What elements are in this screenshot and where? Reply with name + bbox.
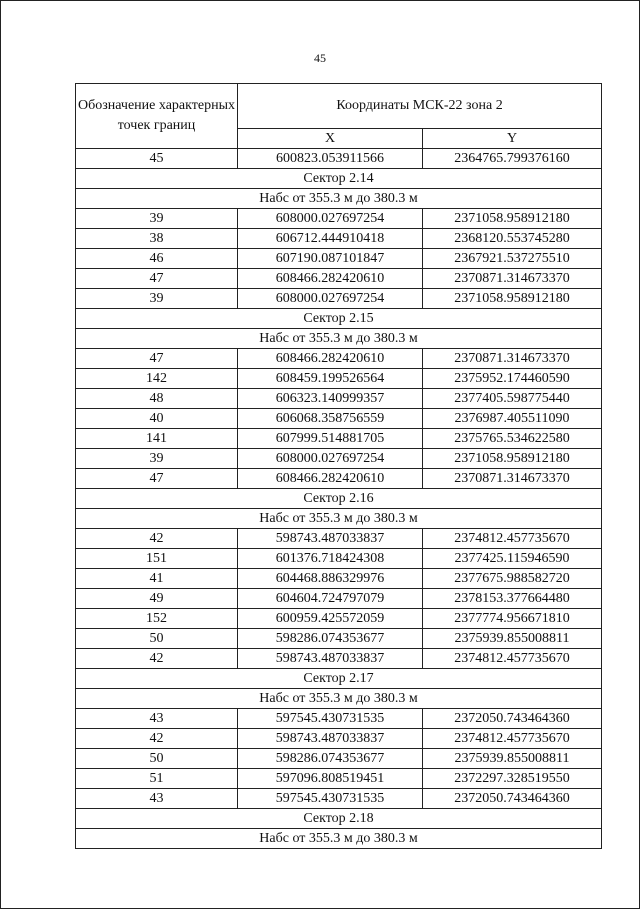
x-coordinate-cell: 604604.724797079 <box>238 589 423 609</box>
y-coordinate-cell: 2368120.553745280 <box>423 229 602 249</box>
sector-height-row <box>76 329 602 349</box>
x-column-header: X <box>238 129 423 149</box>
sector-height-range: Набс от 355.3 м до 380.3 м <box>76 329 602 349</box>
y-coordinate-cell: 2372050.743464360 <box>423 789 602 809</box>
sector-height-range: Набс от 355.3 м до 380.3 м <box>76 829 602 849</box>
y-coordinate-cell: 2375765.534622580 <box>423 429 602 449</box>
x-coordinate-cell: 607999.514881705 <box>238 429 423 449</box>
point-id-cell: 152 <box>76 609 238 629</box>
point-id-cell: 50 <box>76 749 238 769</box>
sector-title: Сектор 2.16 <box>76 489 602 509</box>
point-id-cell: 51 <box>76 769 238 789</box>
x-coordinate-cell: 600959.425572059 <box>238 609 423 629</box>
table-row <box>76 749 602 769</box>
sector-height-row <box>76 189 602 209</box>
coordinates-system-header: Координаты МСК-22 зона 2 <box>238 84 602 129</box>
x-coordinate-cell: 604468.886329976 <box>238 569 423 589</box>
y-coordinate-cell: 2371058.958912180 <box>423 449 602 469</box>
table-row <box>76 629 602 649</box>
y-coordinate-cell: 2371058.958912180 <box>423 209 602 229</box>
x-coordinate-cell: 601376.718424308 <box>238 549 423 569</box>
point-id-cell: 41 <box>76 569 238 589</box>
x-coordinate-cell: 598743.487033837 <box>238 529 423 549</box>
sector-height-range: Набс от 355.3 м до 380.3 м <box>76 189 602 209</box>
x-coordinate-cell: 608466.282420610 <box>238 269 423 289</box>
point-id-cell: 39 <box>76 449 238 469</box>
y-coordinate-cell: 2377425.115946590 <box>423 549 602 569</box>
sector-title-row <box>76 489 602 509</box>
point-id-cell: 49 <box>76 589 238 609</box>
sector-height-range: Набс от 355.3 м до 380.3 м <box>76 509 602 529</box>
y-coordinate-cell: 2377774.956671810 <box>423 609 602 629</box>
point-id-cell: 45 <box>76 149 238 169</box>
x-coordinate-cell: 597545.430731535 <box>238 709 423 729</box>
point-id-cell: 47 <box>76 349 238 369</box>
point-id-cell: 151 <box>76 549 238 569</box>
y-coordinate-cell: 2374812.457735670 <box>423 529 602 549</box>
y-coordinate-cell: 2377405.598775440 <box>423 389 602 409</box>
point-id-cell: 42 <box>76 649 238 669</box>
sector-title: Сектор 2.17 <box>76 669 602 689</box>
point-id-cell: 42 <box>76 529 238 549</box>
point-id-cell: 47 <box>76 269 238 289</box>
y-coordinate-cell: 2370871.314673370 <box>423 349 602 369</box>
x-coordinate-cell: 608466.282420610 <box>238 349 423 369</box>
table-row <box>76 529 602 549</box>
x-coordinate-cell: 608459.199526564 <box>238 369 423 389</box>
table-row <box>76 349 602 369</box>
sector-title-row <box>76 669 602 689</box>
sector-height-range: Набс от 355.3 м до 380.3 м <box>76 689 602 709</box>
point-id-cell: 40 <box>76 409 238 429</box>
point-id-cell: 43 <box>76 709 238 729</box>
point-id-cell: 48 <box>76 389 238 409</box>
sector-title: Сектор 2.14 <box>76 169 602 189</box>
y-coordinate-cell: 2375952.174460590 <box>423 369 602 389</box>
table-row <box>76 369 602 389</box>
table-row <box>76 249 602 269</box>
sector-height-row <box>76 509 602 529</box>
table-row <box>76 289 602 309</box>
sector-height-row <box>76 689 602 709</box>
y-coordinate-cell: 2374812.457735670 <box>423 649 602 669</box>
table-row <box>76 449 602 469</box>
y-coordinate-cell: 2374812.457735670 <box>423 729 602 749</box>
y-coordinate-cell: 2377675.988582720 <box>423 569 602 589</box>
y-coordinate-cell: 2375939.855008811 <box>423 749 602 769</box>
sector-title: Сектор 2.15 <box>76 309 602 329</box>
point-id-cell: 38 <box>76 229 238 249</box>
coordinates-table <box>75 83 602 849</box>
x-coordinate-cell: 608000.027697254 <box>238 209 423 229</box>
sector-height-row <box>76 829 602 849</box>
sector-title-row <box>76 809 602 829</box>
point-id-cell: 50 <box>76 629 238 649</box>
x-coordinate-cell: 606712.444910418 <box>238 229 423 249</box>
table-body <box>76 149 602 849</box>
table-row <box>76 769 602 789</box>
point-id-cell: 39 <box>76 209 238 229</box>
table-row <box>76 429 602 449</box>
y-coordinate-cell: 2376987.405511090 <box>423 409 602 429</box>
x-coordinate-cell: 600823.053911566 <box>238 149 423 169</box>
y-coordinate-cell: 2378153.377664480 <box>423 589 602 609</box>
table-row <box>76 709 602 729</box>
x-coordinate-cell: 598286.074353677 <box>238 629 423 649</box>
point-id-cell: 47 <box>76 469 238 489</box>
x-coordinate-cell: 608000.027697254 <box>238 289 423 309</box>
sector-title-row <box>76 169 602 189</box>
y-coordinate-cell: 2371058.958912180 <box>423 289 602 309</box>
y-coordinate-cell: 2370871.314673370 <box>423 269 602 289</box>
table-row <box>76 589 602 609</box>
table-row <box>76 609 602 629</box>
table-row <box>76 269 602 289</box>
x-coordinate-cell: 597096.808519451 <box>238 769 423 789</box>
y-coordinate-cell: 2372297.328519550 <box>423 769 602 789</box>
table-row <box>76 469 602 489</box>
x-coordinate-cell: 608466.282420610 <box>238 469 423 489</box>
point-id-cell: 43 <box>76 789 238 809</box>
y-coordinate-cell: 2367921.537275510 <box>423 249 602 269</box>
point-designation-header: Обозначение характерных точек границ <box>76 84 238 149</box>
table-row <box>76 389 602 409</box>
table-row <box>76 549 602 569</box>
point-id-cell: 42 <box>76 729 238 749</box>
page-number: 45 <box>314 51 326 65</box>
x-coordinate-cell: 606323.140999357 <box>238 389 423 409</box>
sector-title: Сектор 2.18 <box>76 809 602 829</box>
table-row <box>76 229 602 249</box>
y-coordinate-cell: 2375939.855008811 <box>423 629 602 649</box>
x-coordinate-cell: 607190.087101847 <box>238 249 423 269</box>
x-coordinate-cell: 598286.074353677 <box>238 749 423 769</box>
table-row <box>76 209 602 229</box>
point-id-cell: 141 <box>76 429 238 449</box>
table-row <box>76 409 602 429</box>
y-coordinate-cell: 2370871.314673370 <box>423 469 602 489</box>
sector-title-row <box>76 309 602 329</box>
y-column-header: Y <box>423 129 602 149</box>
table-row <box>76 729 602 749</box>
x-coordinate-cell: 608000.027697254 <box>238 449 423 469</box>
x-coordinate-cell: 606068.358756559 <box>238 409 423 429</box>
table-row <box>76 149 602 169</box>
y-coordinate-cell: 2372050.743464360 <box>423 709 602 729</box>
x-coordinate-cell: 598743.487033837 <box>238 729 423 749</box>
point-id-cell: 142 <box>76 369 238 389</box>
point-id-cell: 46 <box>76 249 238 269</box>
x-coordinate-cell: 598743.487033837 <box>238 649 423 669</box>
y-coordinate-cell: 2364765.799376160 <box>423 149 602 169</box>
table-row <box>76 789 602 809</box>
table-row <box>76 569 602 589</box>
x-coordinate-cell: 597545.430731535 <box>238 789 423 809</box>
point-id-cell: 39 <box>76 289 238 309</box>
table-row <box>76 649 602 669</box>
